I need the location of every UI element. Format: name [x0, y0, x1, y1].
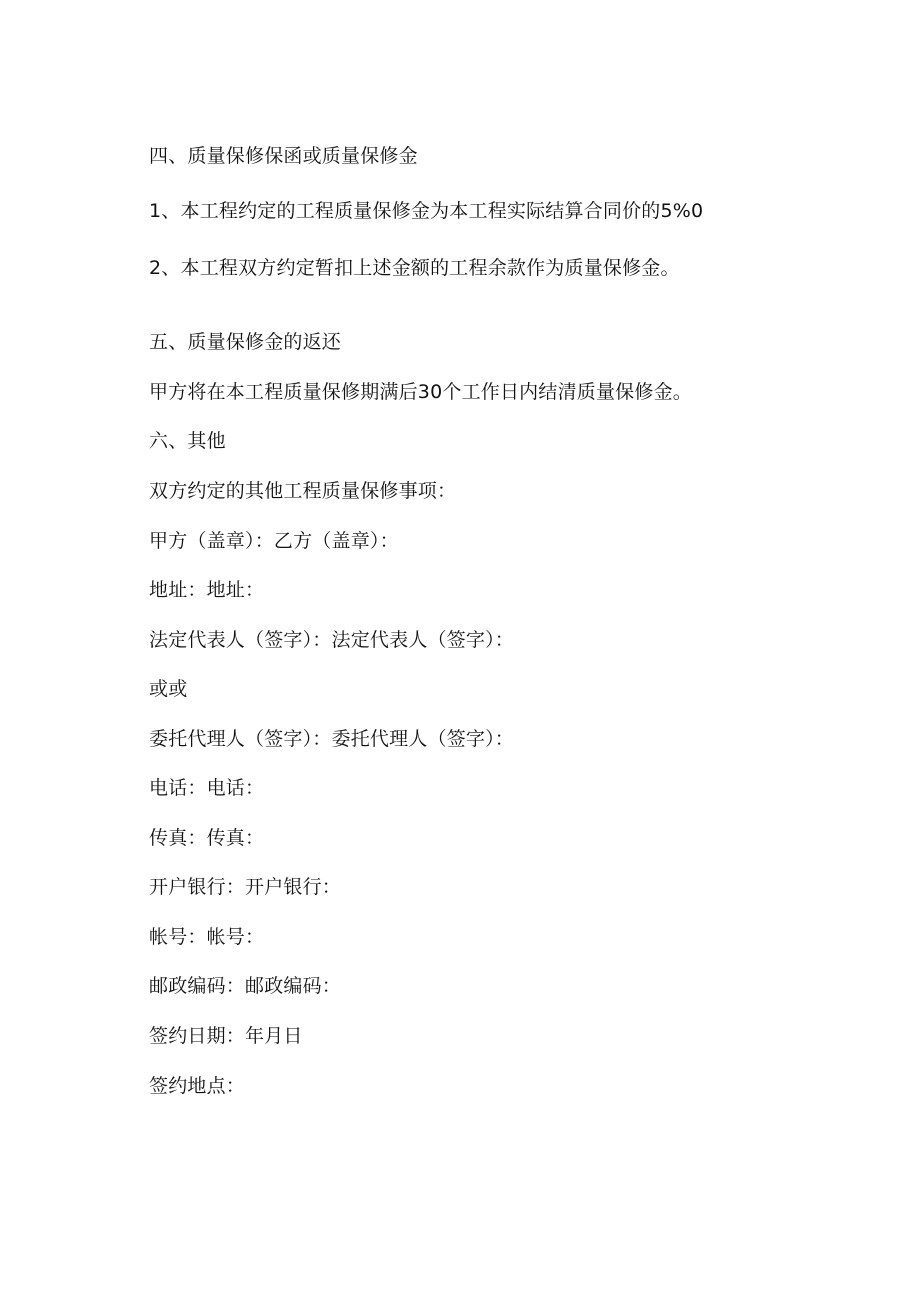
section-4-item-2: 2、本工程双方约定暂扣上述金额的工程余款作为质量保修金。 — [149, 257, 680, 279]
postcode-line: 邮政编码：邮政编码： — [149, 975, 342, 997]
section-5-heading: 五、质量保修金的返还 — [149, 331, 342, 353]
phone-line: 电话：电话： — [149, 777, 265, 799]
fax-line: 传真：传真： — [149, 827, 265, 849]
section-6-heading: 六、其他 — [149, 430, 226, 452]
legal-representative-line: 法定代表人（签字）：法定代表人（签字）： — [149, 629, 515, 651]
section-4-item-1: 1、本工程约定的工程质量保修金为本工程实际结算合同价的5%0 — [149, 200, 704, 222]
account-line: 帐号：帐号： — [149, 926, 265, 948]
sign-place-line: 签约地点： — [149, 1075, 246, 1097]
section-6-body: 双方约定的其他工程质量保修事项： — [149, 480, 457, 502]
or-line: 或或 — [149, 678, 188, 700]
section-5-body: 甲方将在本工程质量保修期满后30个工作日内结清质量保修金。 — [149, 381, 692, 403]
address-line: 地址：地址： — [149, 579, 265, 601]
sign-date-line: 签约日期：年月日 — [149, 1025, 303, 1047]
section-4-heading: 四、质量保修保函或质量保修金 — [149, 145, 418, 167]
bank-line: 开户银行：开户银行： — [149, 876, 342, 898]
parties-seal-line: 甲方（盖章）：乙方（盖章）： — [149, 530, 399, 552]
authorized-agent-line: 委托代理人（签字）：委托代理人（签字）： — [149, 728, 515, 750]
